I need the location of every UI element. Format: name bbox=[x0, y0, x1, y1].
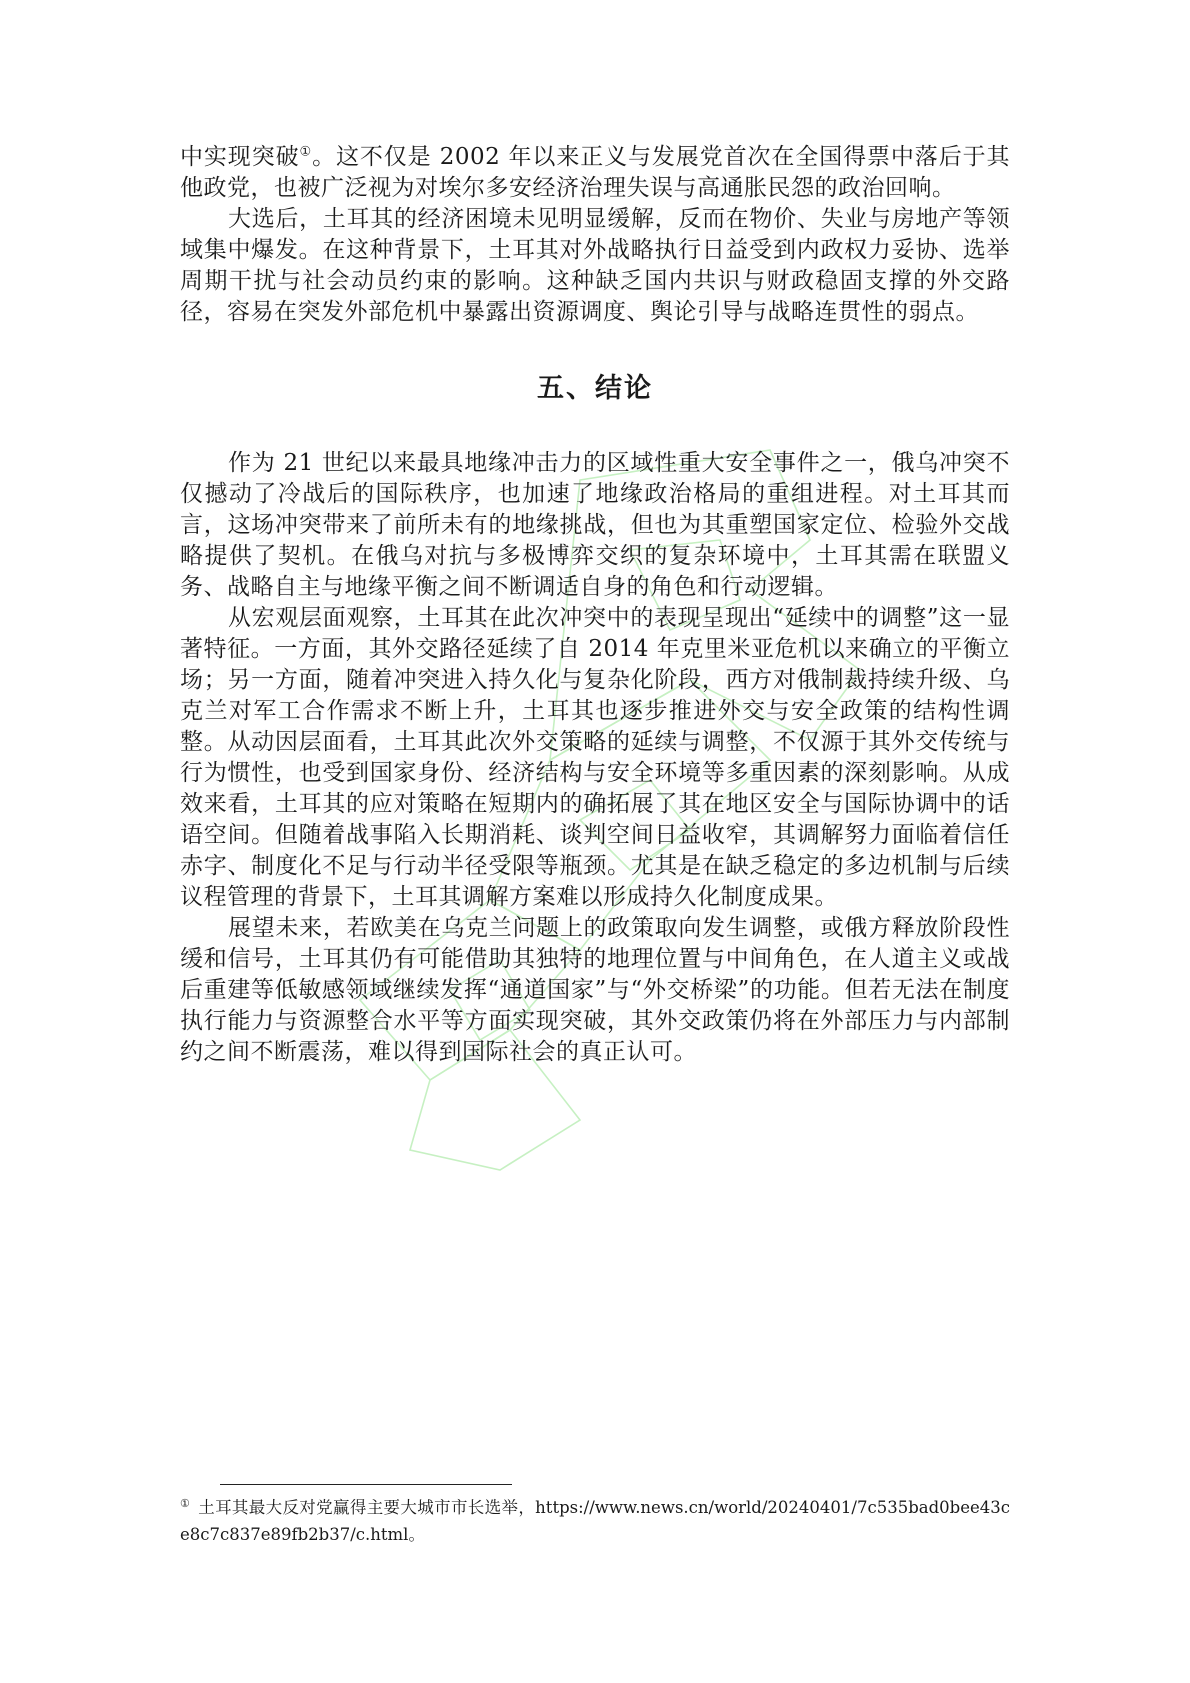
footnote-reference[interactable]: ① bbox=[299, 144, 313, 160]
conclusion-paragraph-1: 作为 21 世纪以来最具地缘冲击力的区域性重大安全事件之一，俄乌冲突不仅撼动了冷战后的国际秩序，也加速了地缘政治格局的重组进程。对土耳其而言，这场冲突带来了前所未有的地缘挑战，但也为其重塑国家定位、检验外交战略提供了契机。在俄乌对抗与多极博弈交织的复杂环境中，土耳其需在联盟义务、战略自主与地缘平衡之间不断调适自身的角色和行动逻辑。 bbox=[180, 450, 1010, 600]
section-heading: 五、结论 bbox=[537, 373, 653, 404]
conclusion-paragraph-2: 从宏观层面观察，土耳其在此次冲突中的表现呈现出“延续中的调整”这一显著特征。一方面，其外交路径延续了自 2014 年克里米亚危机以来确立的平衡立场；另一方面，随着冲突进入持久化与复杂化阶段，西方对俄制裁持续升级、乌克兰对军工合作需求不断上升，土耳其也逐步推进外交与安全政策的结构性调整。从动因层面看，土耳其此次外交策略的延续与调整，不仅源于其外交传统与行为惯性，也受到国家身份、经济结构与安全环境等多重因素的深刻影响。从成效来看，土耳其的应对策略在短期内的确拓展了其在地区安全与国际协调中的话语空间。但随着战事陷入长期消耗、谈判空间日益收窄，其调解努力面临着信任赤字、制度化不足与行动半径受限等瓶颈。尤其是在缺乏稳定的多边机制与后续议程管理的背景下，土耳其调解方案难以形成持久化制度成果。 bbox=[180, 605, 1010, 910]
footnote-mark: ① bbox=[180, 1496, 191, 1510]
conclusion-paragraph-3: 展望未来，若欧美在乌克兰问题上的政策取向发生调整，或俄方释放阶段性缓和信号，土耳其仍有可能借助其独特的地理位置与中间角色，在人道主义或战后重建等低敏感领域继续发挥“通道国家”与“外交桥梁”的功能。但若无法在制度执行能力与资源整合水平等方面实现突破，其外交政策仍将在外部压力与内部制约之间不断震荡，难以得到国际社会的真正认可。 bbox=[180, 915, 1010, 1065]
intro-paragraph-2: 大选后，土耳其的经济困境未见明显缓解，反而在物价、失业与房地产等领域集中爆发。在这种背景下，土耳其对外战略执行日益受到内政权力妥协、选举周期干扰与社会动员约束的影响。这种缺乏国内共识与财政稳固支撑的外交路径，容易在突发外部危机中暴露出资源调度、舆论引导与战略连贯性的弱点。 bbox=[180, 206, 1010, 325]
intro-text-before-ref: 中实现突破 bbox=[180, 144, 300, 170]
footnote-text: 土耳其最大反对党赢得主要大城市市长选举，https://www.news.cn/world/20240401/7c535bad0bee43ce8c7c837e89fb2b37/c.html。 bbox=[180, 1498, 1010, 1544]
page-body bbox=[180, 142, 1010, 1068]
intro-text-after-ref: 。这不仅是 2002 年以来正义与发展党首次在全国得票中落后于其他政党，也被广泛视为对埃尔多安经济治理失误与高通胀民怨的政治回响。 bbox=[180, 144, 1011, 201]
footnote-separator bbox=[220, 1484, 512, 1485]
footnote bbox=[180, 1494, 1010, 1548]
intro-paragraph-1 bbox=[180, 142, 1010, 204]
